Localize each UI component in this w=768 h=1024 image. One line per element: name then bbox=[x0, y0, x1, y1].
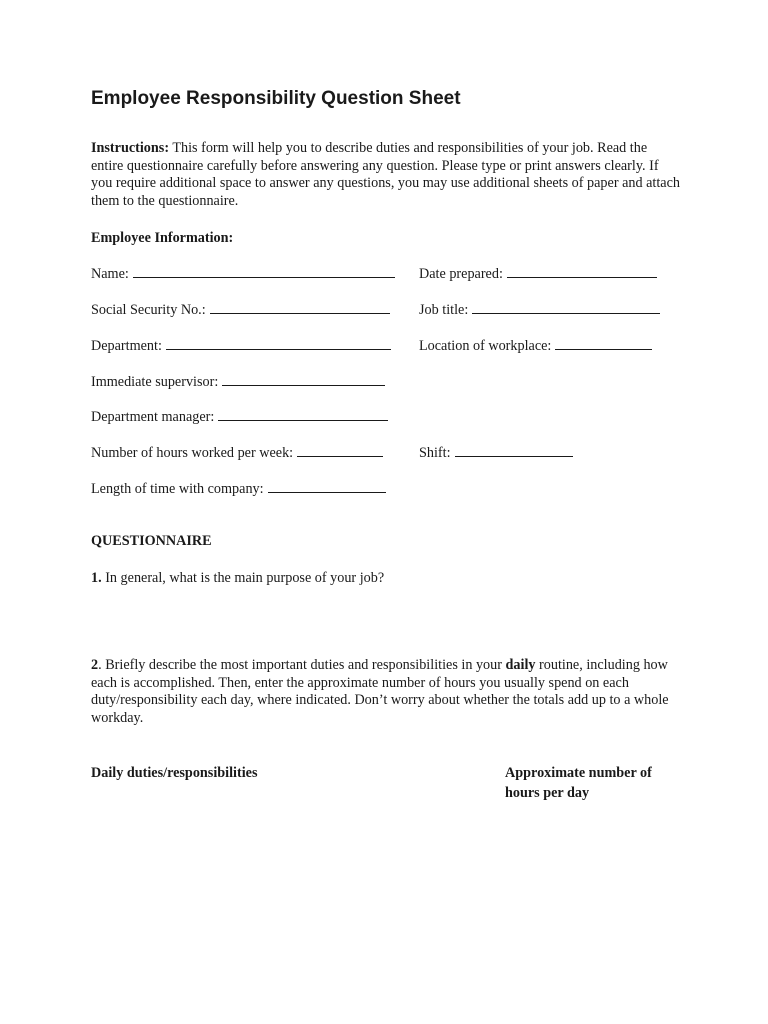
length-of-time-blank[interactable] bbox=[268, 479, 386, 493]
page-title: Employee Responsibility Question Sheet bbox=[91, 88, 461, 109]
date-prepared-blank[interactable] bbox=[507, 264, 657, 278]
instructions-label: Instructions: bbox=[91, 140, 170, 156]
name-blank[interactable] bbox=[133, 264, 395, 278]
instructions-paragraph bbox=[91, 140, 681, 210]
shift-field bbox=[419, 443, 573, 462]
duties-column-heading: Daily duties/responsibilities bbox=[91, 765, 258, 781]
question-2-number: 2 bbox=[91, 657, 99, 673]
employee-info-heading: Employee Information: bbox=[91, 230, 234, 246]
length-of-time-label: Length of time with company: bbox=[91, 481, 264, 497]
ssn-field bbox=[91, 300, 390, 319]
date-prepared-field bbox=[419, 264, 657, 283]
department-label: Department: bbox=[91, 338, 162, 354]
questionnaire-heading: QUESTIONNAIRE bbox=[91, 533, 212, 549]
hours-per-week-label: Number of hours worked per week: bbox=[91, 445, 294, 461]
supervisor-blank[interactable] bbox=[222, 372, 385, 386]
instructions-text: This form will help you to describe duties and responsibilities of your job. Read the entire questionnaire carefully before answering any question. Please type or print answers clearly. If you require additional space to answer any questions, you may use additional sheets of paper and attach them to the questionnaire. bbox=[91, 140, 680, 209]
hours-column-heading: Approximate number of hours per day bbox=[505, 765, 652, 801]
name-label: Name: bbox=[91, 266, 129, 282]
ssn-blank[interactable] bbox=[210, 300, 390, 314]
location-label: Location of workplace: bbox=[419, 338, 552, 354]
question-2-text-before: . Briefly describe the most important duties and responsibilities in your bbox=[98, 657, 506, 673]
job-title-blank[interactable] bbox=[472, 300, 660, 314]
question-1 bbox=[91, 569, 384, 587]
department-field bbox=[91, 336, 391, 355]
question-2-text-after: routine, including how each is accomplished. Then, enter the approximate number of hours you usually spend on each duty/responsibility each day, where indicated. Don’t worry about whether the totals add up to a whole workday. bbox=[91, 657, 669, 726]
question-1-text: In general, what is the main purpose of your job? bbox=[101, 570, 385, 586]
dept-manager-label: Department manager: bbox=[91, 409, 215, 425]
supervisor-label: Immediate supervisor: bbox=[91, 374, 219, 390]
dept-manager-blank[interactable] bbox=[218, 407, 388, 421]
question-2 bbox=[91, 657, 681, 727]
name-field bbox=[91, 264, 395, 283]
hours-per-week-field bbox=[91, 443, 383, 462]
question-2-emphasis: daily bbox=[505, 657, 536, 673]
question-1-number: 1. bbox=[91, 570, 102, 586]
ssn-label: Social Security No.: bbox=[91, 302, 206, 318]
shift-label: Shift: bbox=[419, 445, 451, 461]
hours-per-week-blank[interactable] bbox=[297, 443, 383, 457]
shift-blank[interactable] bbox=[455, 443, 573, 457]
supervisor-field bbox=[91, 372, 385, 391]
job-title-label: Job title: bbox=[419, 302, 469, 318]
location-blank[interactable] bbox=[555, 336, 652, 350]
date-prepared-label: Date prepared: bbox=[419, 266, 503, 282]
dept-manager-field bbox=[91, 407, 388, 426]
department-blank[interactable] bbox=[166, 336, 391, 350]
location-field bbox=[419, 336, 652, 355]
length-of-time-field bbox=[91, 479, 386, 498]
job-title-field bbox=[419, 300, 660, 319]
